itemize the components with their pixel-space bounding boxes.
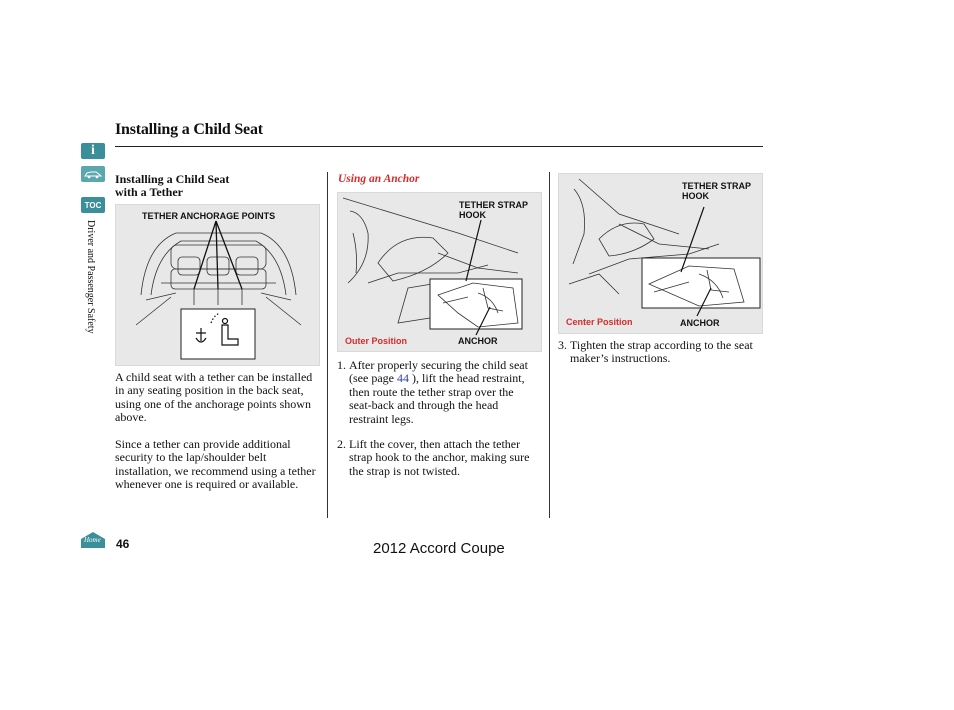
fig1-caption: TETHER ANCHORAGE POINTS: [142, 211, 276, 221]
info-button[interactable]: [81, 143, 105, 159]
page-title: Installing a Child Seat: [115, 121, 263, 138]
home-label: Home: [84, 536, 101, 544]
step-2-number: 2.: [337, 437, 346, 451]
home-button[interactable]: [80, 531, 106, 549]
tether-anchorage-figure: [115, 204, 320, 366]
center-position-figure: [558, 173, 763, 334]
step-2-text: Lift the cover, then attach the tether strap hook to the anchor, making sure the strap is not twisted.: [349, 437, 530, 478]
step-1-text-b: ), lift the head restraint, then route the tether strap over the seat-back and through the head restraint legs.: [349, 371, 525, 426]
step-3: [558, 339, 763, 366]
title-rule: [115, 146, 763, 147]
section-vertical-label: Driver and Passenger Safety: [85, 220, 96, 334]
step-3-number: 3.: [558, 338, 567, 352]
center-hook-label: TETHER STRAP HOOK: [682, 181, 751, 201]
toc-button[interactable]: [81, 197, 105, 213]
outer-anchor-label: ANCHOR: [458, 336, 498, 346]
step-1-text-a: After properly securing the child seat (see page: [349, 358, 528, 386]
info-icon: i: [91, 143, 95, 158]
col1-para1: A child seat with a tether can be installed in any seating position in the back seat, using one of the anchorage points shown above.: [115, 370, 313, 425]
page-44-link[interactable]: 44: [396, 371, 409, 386]
car-icon: [83, 169, 103, 179]
outer-position-label: Outer Position: [345, 336, 408, 346]
step-1: [337, 359, 537, 426]
rear-seat-illustration: [116, 205, 319, 365]
outer-hook-label: TETHER STRAP HOOK: [459, 200, 528, 220]
col1-heading: [115, 173, 229, 199]
footer-model: 2012 Accord Coupe: [373, 540, 505, 557]
outer-position-figure: [337, 192, 542, 352]
step-1-number: 1.: [337, 358, 346, 372]
vehicle-button[interactable]: [81, 166, 105, 182]
column-divider-1: [327, 172, 328, 518]
col1-heading-line2: with a Tether: [115, 185, 184, 199]
step-3-text: Tighten the strap according to the seat maker’s instructions.: [570, 338, 753, 366]
center-anchor-label: ANCHOR: [680, 318, 720, 328]
column-divider-2: [549, 172, 550, 518]
step-2: [337, 438, 537, 478]
col1-heading-line1: Installing a Child Seat: [115, 172, 230, 186]
page-number: 46: [116, 537, 130, 551]
col1-para2: Since a tether can provide additional security to the lap/shoulder belt installation, we recommend using a tether whenever one is required or available.: [115, 437, 316, 492]
using-anchor-subheading: Using an Anchor: [338, 173, 420, 185]
center-position-label: Center Position: [566, 317, 633, 327]
toc-label: TOC: [84, 200, 102, 210]
